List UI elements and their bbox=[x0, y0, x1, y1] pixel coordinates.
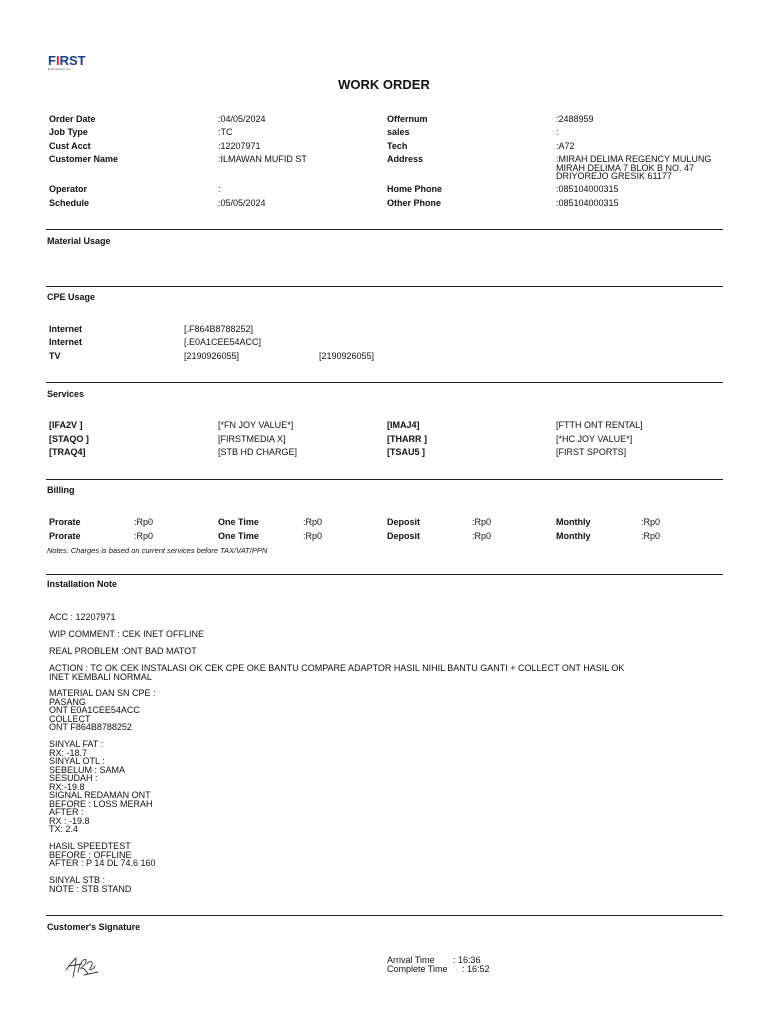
sales-value: : bbox=[556, 127, 559, 137]
service-desc: [STB HD CHARGE] bbox=[218, 447, 298, 457]
prorate-label: Prorate bbox=[49, 531, 81, 541]
complete-time-value: : 16:52 bbox=[462, 964, 490, 974]
complete-time-label: Complete Time bbox=[387, 964, 448, 974]
operator-label: Operator bbox=[49, 184, 88, 194]
customer-signature-image bbox=[60, 950, 104, 980]
note-paragraph: SINYAL STB : NOTE : STB STAND bbox=[49, 875, 132, 894]
schedule-label: Schedule bbox=[49, 198, 90, 208]
cpe-extra-value: [2190926055] bbox=[319, 351, 375, 361]
note-paragraph: HASIL SPEEDTEST BEFORE : OFFLINE AFTER : P 14 DL 74.6 160 bbox=[49, 841, 156, 868]
monthly-label: Monthly bbox=[556, 531, 591, 541]
arrival-time-label: Arrival Time bbox=[387, 955, 435, 965]
schedule-value: :05/05/2024 bbox=[218, 198, 266, 208]
customer-name-value: :ILMAWAN MUFID ST bbox=[218, 154, 307, 164]
deposit-value: :Rp0 bbox=[472, 531, 492, 541]
home-phone-value: :085104000315 bbox=[556, 184, 619, 194]
other-phone-label: Other Phone bbox=[387, 198, 442, 208]
service-desc: [FIRSTMEDIA X] bbox=[218, 434, 286, 444]
arrival-time-value: : 16:36 bbox=[453, 955, 481, 965]
customer-signature-heading: Customer's Signature bbox=[47, 922, 141, 932]
prorate-value: :Rp0 bbox=[134, 531, 154, 541]
service-code: [TRAQ4] bbox=[49, 447, 86, 457]
note-paragraph: REAL PROBLEM :ONT BAD MATOT bbox=[49, 646, 197, 656]
monthly-label: Monthly bbox=[556, 517, 591, 527]
job-type-value: :TC bbox=[218, 127, 233, 137]
note-paragraph: ACTION : TC OK CEK INSTALASI OK CEK CPE OKE BANTU COMPARE ADAPTOR HASIL NIHIL BANTU GANTI + COLLECT ONT HASIL OK INET KEMBALI NORMAL bbox=[49, 663, 625, 682]
material-usage-heading: Material Usage bbox=[47, 236, 111, 246]
deposit-label: Deposit bbox=[387, 517, 421, 527]
service-code: [IMAJ4] bbox=[387, 420, 420, 430]
prorate-value: :Rp0 bbox=[134, 517, 154, 527]
deposit-label: Deposit bbox=[387, 531, 421, 541]
one-time-value: :Rp0 bbox=[303, 517, 323, 527]
tech-label: Tech bbox=[387, 141, 408, 151]
cpe-label: Internet bbox=[49, 337, 83, 347]
prorate-label: Prorate bbox=[49, 517, 81, 527]
one-time-label: One Time bbox=[218, 517, 259, 527]
operator-value: : bbox=[218, 184, 221, 194]
cpe-label: TV bbox=[49, 351, 61, 361]
other-phone-value: :085104000315 bbox=[556, 198, 619, 208]
note-paragraph: SINYAL FAT : RX: -18.7 SINYAL OTL : SEBELUM : SAMA SESUDAH : RX:-19.8 SIGNAL REDAMAN ONT BEFORE : LOSS MERAH AFTER : RX : -19.8 TX: 2.4 bbox=[49, 739, 153, 834]
service-code: [THARR ] bbox=[387, 434, 427, 444]
tech-value: :A72 bbox=[556, 141, 575, 151]
service-code: [TSAU5 ] bbox=[387, 447, 425, 457]
divider bbox=[46, 286, 723, 287]
offernum-value: :2488959 bbox=[556, 114, 594, 124]
offernum-label: Offernum bbox=[387, 114, 428, 124]
monthly-value: :Rp0 bbox=[641, 517, 661, 527]
service-desc: [*FN JOY VALUE*] bbox=[218, 420, 294, 430]
billing-heading: Billing bbox=[47, 485, 75, 495]
divider bbox=[46, 574, 723, 575]
service-code: [STAQO ] bbox=[49, 434, 89, 444]
one-time-value: :Rp0 bbox=[303, 531, 323, 541]
order-date-label: Order Date bbox=[49, 114, 96, 124]
note-paragraph: WIP COMMENT : CEK INET OFFLINE bbox=[49, 629, 205, 639]
order-date-value: :04/05/2024 bbox=[218, 114, 266, 124]
service-desc: [*HC JOY VALUE*] bbox=[556, 434, 633, 444]
one-time-label: One Time bbox=[218, 531, 259, 541]
customer-name-label: Customer Name bbox=[49, 154, 119, 164]
cpe-value: [2190926055] bbox=[184, 351, 240, 361]
company-logo bbox=[48, 53, 86, 74]
note-paragraph: MATERIAL DAN SN CPE : PASANG ONT E0A1CEE54ACC COLLECT ONT F864B8788252 bbox=[49, 688, 156, 732]
address-label: Address bbox=[387, 154, 424, 164]
home-phone-label: Home Phone bbox=[387, 184, 443, 194]
service-desc: [FIRST SPORTS] bbox=[556, 447, 627, 457]
divider bbox=[46, 479, 723, 480]
cpe-label: Internet bbox=[49, 324, 83, 334]
installation-note-heading: Installation Note bbox=[47, 579, 118, 589]
note-paragraph: ACC : 12207971 bbox=[49, 612, 116, 622]
logo-tagline: Empowering You bbox=[48, 67, 71, 71]
divider bbox=[46, 382, 723, 383]
services-heading: Services bbox=[47, 389, 85, 399]
cpe-value: [.F864B8788252] bbox=[184, 324, 254, 334]
cpe-value: [.E0A1CEE54ACC] bbox=[184, 337, 262, 347]
service-desc: [FTTH ONT RENTAL] bbox=[556, 420, 643, 430]
deposit-value: :Rp0 bbox=[472, 517, 492, 527]
cust-acct-value: :12207971 bbox=[218, 141, 261, 151]
billing-notes: Notes: Charges is based on current services before TAX/VAT/PPN bbox=[47, 546, 268, 555]
job-type-label: Job Type bbox=[49, 127, 88, 137]
service-code: [IFA2V ] bbox=[49, 420, 83, 430]
monthly-value: :Rp0 bbox=[641, 531, 661, 541]
divider bbox=[46, 229, 723, 230]
logo-text: FIRST bbox=[48, 53, 86, 68]
sales-label: sales bbox=[387, 127, 410, 137]
cpe-usage-heading: CPE Usage bbox=[47, 292, 96, 302]
address-value: :MIRAH DELIMA REGENCY MULUNG MIRAH DELIMA 7 BLOK B NO. 47 DRIYOREJO GRESIK 61177 bbox=[556, 154, 712, 181]
divider bbox=[46, 915, 723, 916]
page-title: WORK ORDER bbox=[338, 77, 430, 92]
cust-acct-label: Cust Acct bbox=[49, 141, 91, 151]
